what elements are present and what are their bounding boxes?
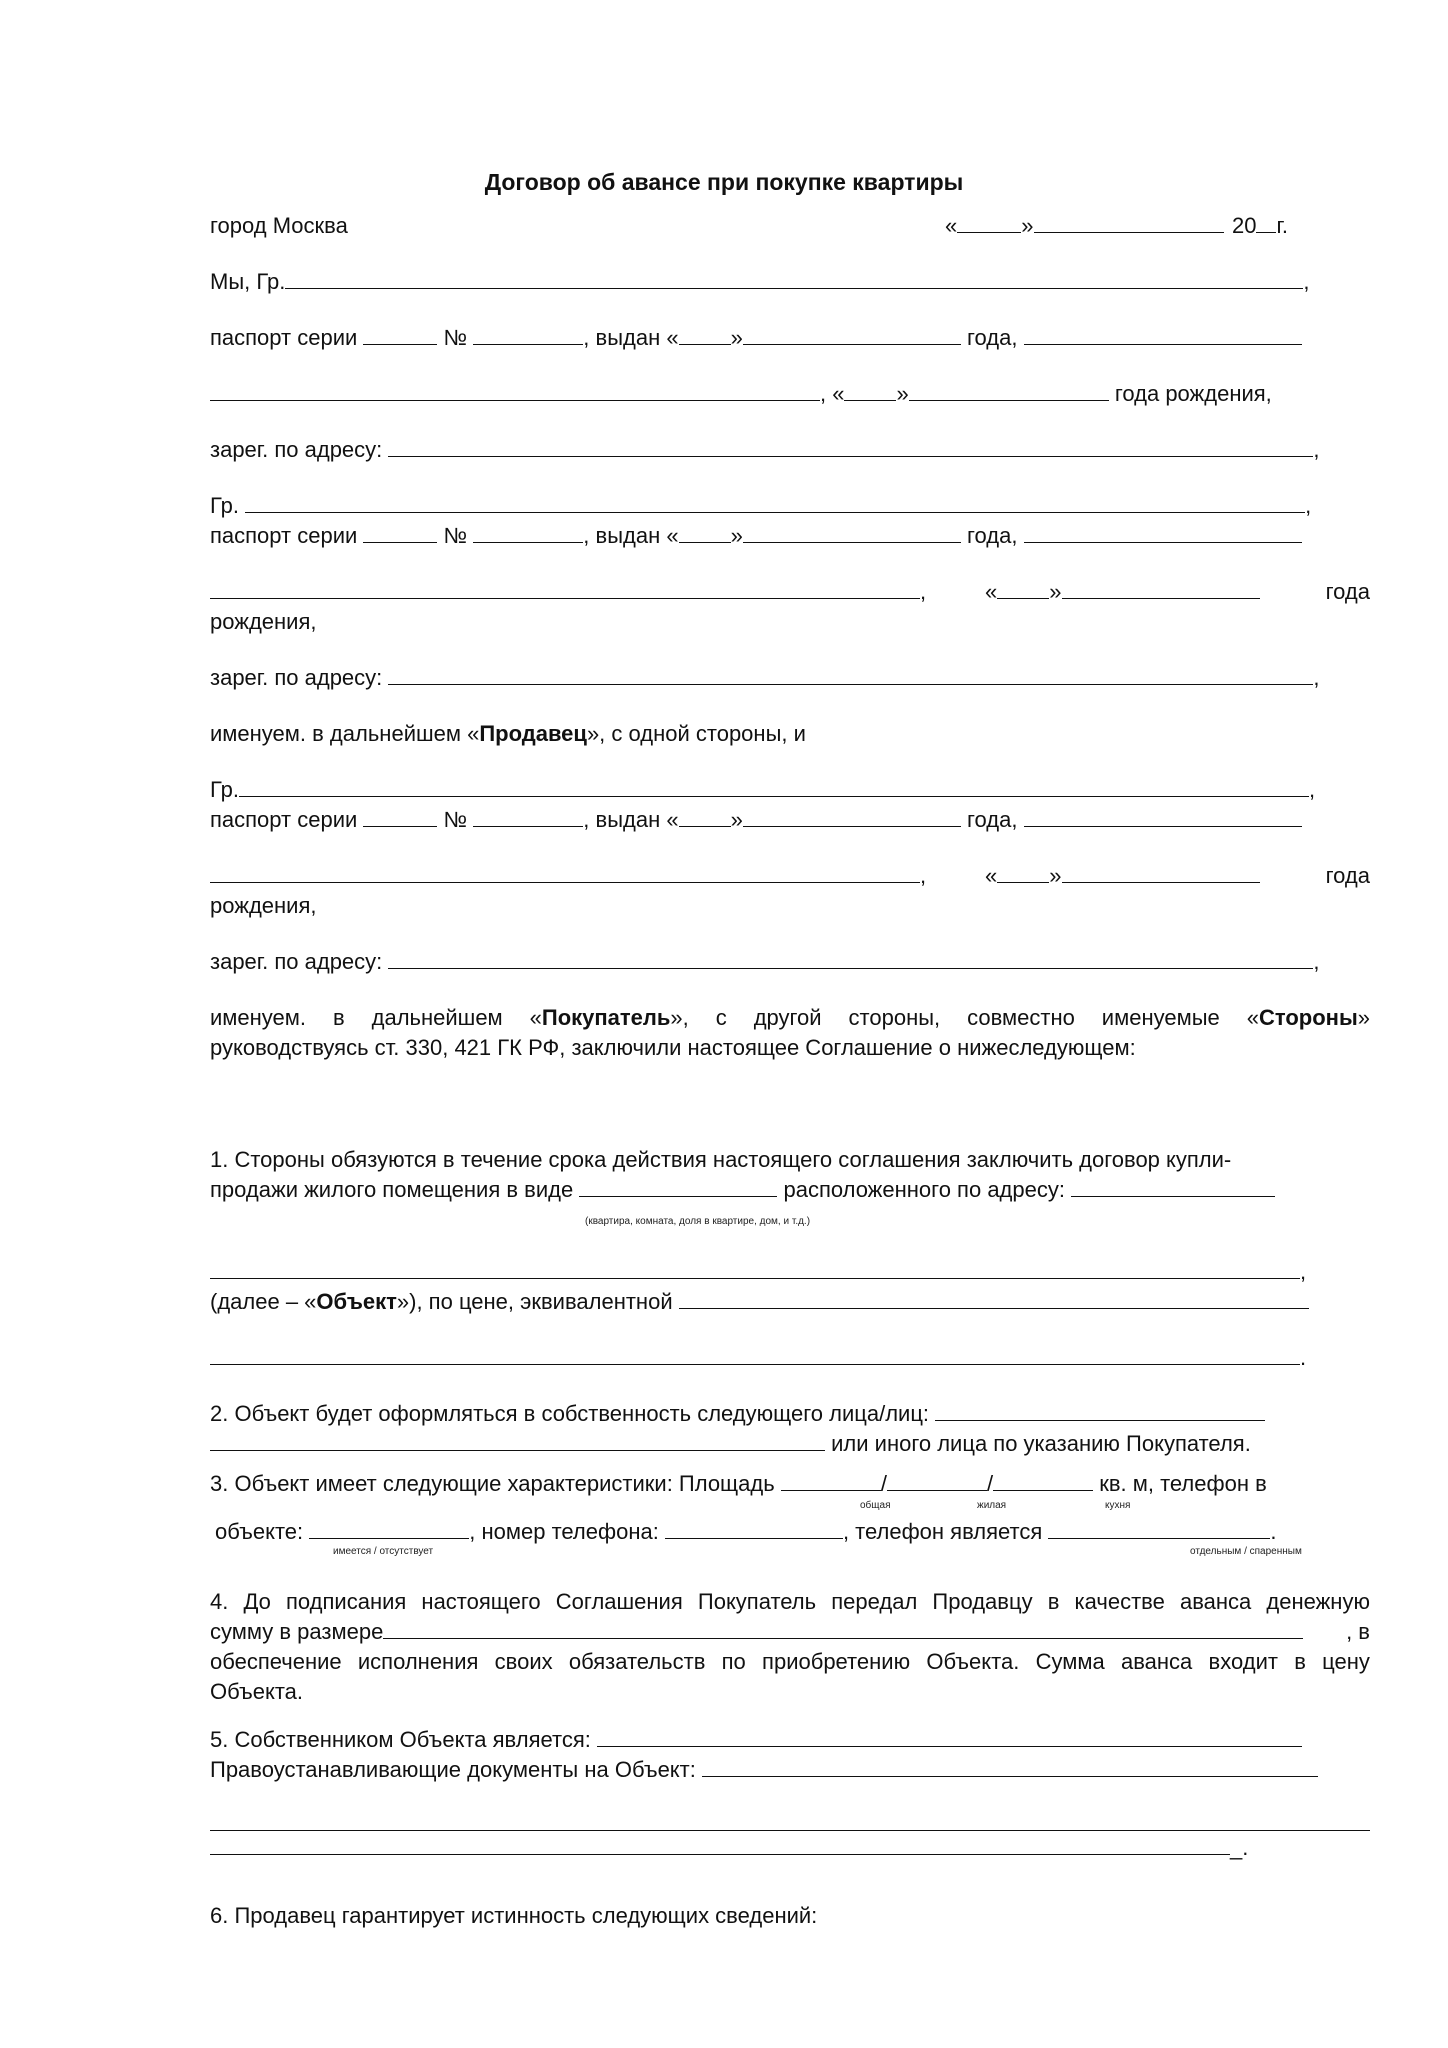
- word: совместно: [967, 1005, 1075, 1030]
- clause1-line2: [210, 1176, 1275, 1204]
- birth-year-word: года: [1325, 579, 1370, 604]
- seller1-name-field[interactable]: [285, 268, 1303, 289]
- clause1-address-line: [210, 1258, 1306, 1286]
- seller1-intro: Мы, Гр.: [210, 269, 286, 294]
- birth-label: года рождения,: [1114, 381, 1272, 406]
- quote-close: »: [730, 325, 743, 350]
- hint-kitchen: [1105, 1500, 1130, 1512]
- address-label: зарег. по адресу:: [210, 437, 383, 462]
- clause3-text: 3. Объект имеет следующие характеристики: Площадь: [210, 1471, 775, 1496]
- seller2-address-line: [210, 664, 1320, 692]
- word: в: [332, 1005, 345, 1030]
- comma: ,: [920, 863, 927, 888]
- area-kitchen-field[interactable]: [993, 1470, 1093, 1491]
- word: передал: [831, 1589, 918, 1614]
- word: Соглашения: [555, 1589, 683, 1614]
- clause5-text: 5. Собственником Объекта является:: [210, 1727, 591, 1752]
- issued-label: , выдан «: [583, 523, 679, 548]
- seller2-intro: Гр.: [210, 493, 240, 518]
- clause5-text: Правоустанавливающие документы на Объект:: [210, 1757, 696, 1782]
- buyer-role-line-2: [210, 1034, 1136, 1062]
- clause2-line1: [210, 1400, 1265, 1428]
- buyer-name-line: [210, 776, 1315, 804]
- seller1-address-field[interactable]: [388, 436, 1313, 457]
- clause4-line3: [210, 1648, 1370, 1676]
- clause2-text: 2. Объект будет оформляться в собственность следующего лица/лиц:: [210, 1401, 930, 1426]
- clause6-line1: [210, 1902, 817, 1930]
- buyer-birth-day-field[interactable]: [997, 862, 1049, 883]
- seller2-issuer-field[interactable]: [1024, 522, 1302, 543]
- advance-amount-field[interactable]: [383, 1618, 1303, 1639]
- clause1-price-field[interactable]: [679, 1288, 1309, 1309]
- clause1-type-field[interactable]: [579, 1176, 777, 1197]
- buyer-birth-line: [210, 862, 1370, 890]
- number-sign: №: [443, 807, 468, 832]
- number-sign: №: [443, 523, 468, 548]
- clause4-line4: [210, 1678, 303, 1706]
- quote-close: »: [1049, 863, 1062, 888]
- word: с: [715, 1005, 727, 1030]
- clause1-type-hint: [585, 1216, 810, 1228]
- seller2-issue-day-field[interactable]: [679, 522, 731, 543]
- clause4-text: , в: [1346, 1619, 1370, 1644]
- seller-role-term: Продавец: [479, 721, 587, 746]
- clause4-text: сумму в размере: [210, 1619, 384, 1644]
- seller2-name-line: [210, 492, 1311, 520]
- word: качестве: [1074, 1589, 1165, 1614]
- buyer-role-line: [210, 1004, 1370, 1032]
- seller-role-line: [210, 720, 806, 748]
- seller2-passport-line: [210, 522, 1302, 550]
- clause1-text: расположенного по адресу:: [783, 1177, 1065, 1202]
- period: .: [1300, 1345, 1307, 1370]
- seller2-issue-month-field[interactable]: [743, 522, 961, 543]
- issued-label: , выдан «: [583, 807, 679, 832]
- comma: ,: [1303, 269, 1310, 294]
- buyer-passport-line: [210, 806, 1302, 834]
- clause2-line2: [210, 1430, 1251, 1458]
- word: денежную: [1266, 1589, 1370, 1614]
- hint-phone-type: [1190, 1546, 1302, 1558]
- seller2-series-field[interactable]: [363, 522, 437, 543]
- word: обязательств: [568, 1649, 706, 1674]
- issued-label: , выдан «: [583, 325, 679, 350]
- seller2-birth-label-line: [210, 608, 316, 636]
- clause4-line1: [210, 1588, 1370, 1616]
- quote-open: «: [1246, 1005, 1259, 1030]
- birth-label: рождения,: [210, 609, 317, 634]
- date-quote-close: »: [1021, 213, 1034, 238]
- word: в: [1047, 1589, 1060, 1614]
- date-line: [945, 212, 1224, 240]
- word: Покупатель: [697, 1589, 817, 1614]
- address-label: зарег. по адресу:: [210, 949, 383, 974]
- word: исполнения: [357, 1649, 479, 1674]
- seller2-birth-line: [210, 578, 1370, 606]
- object-term: Объект: [316, 1289, 397, 1314]
- seller1-issuer-field-2[interactable]: [210, 380, 820, 401]
- seller-role-prefix: именуем. в дальнейшем «: [210, 721, 480, 746]
- period: .: [1270, 1519, 1277, 1544]
- quote-close: »,: [670, 1005, 689, 1030]
- seller2-birth-day-field[interactable]: [997, 578, 1049, 599]
- seller1-birth-day-field[interactable]: [844, 380, 896, 401]
- birth-label: рождения,: [210, 893, 317, 918]
- title-docs-field-2[interactable]: [210, 1810, 1370, 1831]
- word: приобретению: [762, 1649, 911, 1674]
- date-day-field[interactable]: [957, 212, 1021, 233]
- phone-presence-field[interactable]: [309, 1518, 469, 1539]
- title-docs-field-3[interactable]: [210, 1834, 1230, 1855]
- word: До: [243, 1589, 271, 1614]
- buyer-birth-label-line: [210, 892, 316, 920]
- year-field[interactable]: [1256, 212, 1276, 233]
- comma: ,: [1309, 777, 1316, 802]
- area-total-field[interactable]: [781, 1470, 881, 1491]
- clause6-text: 6. Продавец гарантирует истинность следующих сведений:: [210, 1903, 818, 1928]
- quote-close: »: [1049, 579, 1062, 604]
- seller2-birth-month-field[interactable]: [1062, 578, 1260, 599]
- word: 4.: [210, 1589, 229, 1614]
- quote-close: »: [730, 523, 743, 548]
- seller1-issue-day-field[interactable]: [679, 324, 731, 345]
- hint-text: (квартира, комната, доля в квартире, дом, и т.д.): [585, 1216, 811, 1227]
- word: дальнейшем: [371, 1005, 503, 1030]
- quote-open: «: [529, 1005, 542, 1030]
- buyer-issuer-field[interactable]: [1024, 806, 1302, 827]
- comma: ,: [1300, 1259, 1307, 1284]
- buyer-role-term-group: [530, 1004, 689, 1032]
- period: _.: [1230, 1835, 1249, 1860]
- seller1-issue-month-field[interactable]: [743, 324, 961, 345]
- seller-role-suffix: », с одной стороны, и: [586, 721, 806, 746]
- passport-series-label: паспорт серии: [210, 523, 358, 548]
- clause1-text: (далее – «: [210, 1289, 317, 1314]
- clause1-line1: [210, 1146, 1231, 1174]
- seller2-address-field[interactable]: [388, 664, 1313, 685]
- buyer-issue-day-field[interactable]: [679, 806, 731, 827]
- word: входит: [1208, 1649, 1278, 1674]
- city-text: город Москва: [210, 213, 348, 238]
- hint-living: [977, 1500, 1006, 1512]
- preamble-text: руководствуясь ст. 330, 421 ГК РФ, заключили настоящее Соглашение о нижеследующем:: [210, 1035, 1136, 1060]
- phone-number-field[interactable]: [665, 1518, 843, 1539]
- clause2-owner-field[interactable]: [935, 1400, 1265, 1421]
- year-line: [1232, 212, 1288, 240]
- buyer-issuer-field-2[interactable]: [210, 862, 920, 883]
- quote-close: »: [1357, 1005, 1370, 1030]
- city-line: [210, 212, 348, 240]
- comma: ,: [1313, 665, 1320, 690]
- clause2-text: или иного лица по указанию Покупателя.: [831, 1431, 1251, 1456]
- clause3-text: , телефон является: [842, 1519, 1043, 1544]
- clause1-price-field-2[interactable]: [210, 1344, 1300, 1365]
- hint-total: [860, 1500, 891, 1512]
- buyer-role-term: Покупатель: [541, 1005, 671, 1030]
- buyer-number-field[interactable]: [473, 806, 583, 827]
- clause3-text: объекте:: [215, 1519, 304, 1544]
- clause4-line2: [210, 1618, 1370, 1646]
- word: именуем.: [210, 1005, 307, 1030]
- owner-name-field[interactable]: [597, 1726, 1302, 1747]
- word: настоящего: [421, 1589, 541, 1614]
- seller2-issuer-field-2[interactable]: [210, 578, 920, 599]
- clause2-owner-field-2[interactable]: [210, 1430, 825, 1451]
- buyer-birth-month-field[interactable]: [1062, 862, 1260, 883]
- parties-term: Стороны: [1258, 1005, 1358, 1030]
- quote-open: «: [985, 579, 998, 604]
- clause3-text: кв. м, телефон в: [1099, 1471, 1267, 1496]
- seller1-address-line: [210, 436, 1320, 464]
- comma: ,: [1313, 949, 1320, 974]
- buyer-intro: Гр.: [210, 777, 240, 802]
- word: другой: [753, 1005, 822, 1030]
- quote-open: «: [985, 863, 998, 888]
- clause1-text: продажи жилого помещения в виде: [210, 1177, 574, 1202]
- hint-text: общая: [860, 1500, 891, 1511]
- clause1-address-field-2[interactable]: [210, 1258, 1300, 1279]
- word: по: [721, 1649, 746, 1674]
- buyer-series-field[interactable]: [363, 806, 437, 827]
- hint-text: отдельным / спаренным: [1190, 1546, 1302, 1557]
- buyer-address-field[interactable]: [388, 948, 1313, 969]
- hint-text: жилая: [977, 1500, 1007, 1511]
- word: обеспечение: [210, 1649, 342, 1674]
- seller1-issuer-field[interactable]: [1024, 324, 1302, 345]
- parties-term-group: [1247, 1004, 1370, 1032]
- quote-close: »: [730, 807, 743, 832]
- seller1-birth-month-field[interactable]: [909, 380, 1109, 401]
- year-prefix: 20: [1232, 213, 1257, 238]
- comma: ,: [920, 579, 927, 604]
- clause5-line4: [210, 1834, 1248, 1862]
- seller2-name-field[interactable]: [245, 492, 1305, 513]
- word: Сумма: [1035, 1649, 1105, 1674]
- comma: ,: [1313, 437, 1320, 462]
- birth-sep: , «: [820, 381, 845, 406]
- title-docs-field[interactable]: [702, 1756, 1318, 1777]
- seller1-passport-line: [210, 324, 1302, 352]
- seller1-series-field[interactable]: [363, 324, 437, 345]
- passport-series-label: паспорт серии: [210, 325, 358, 350]
- seller2-number-field[interactable]: [473, 522, 583, 543]
- word: в: [1294, 1649, 1306, 1674]
- buyer-address-line: [210, 948, 1320, 976]
- year-word: года,: [966, 523, 1018, 548]
- clause1-price-line: [210, 1288, 1309, 1316]
- clause4-text: Объекта.: [210, 1679, 304, 1704]
- clause5-line2: [210, 1756, 1318, 1784]
- date-quote-open: «: [945, 213, 958, 238]
- date-month-field[interactable]: [1034, 212, 1224, 233]
- year-word: года,: [966, 325, 1018, 350]
- word: цену: [1322, 1649, 1370, 1674]
- word: Продавцу: [932, 1589, 1033, 1614]
- slash: /: [986, 1471, 994, 1496]
- clause3-text: , номер телефона:: [469, 1519, 659, 1544]
- clause1-address-field[interactable]: [1071, 1176, 1275, 1197]
- word: аванса: [1179, 1589, 1252, 1614]
- word: своих: [494, 1649, 553, 1674]
- word: подписания: [286, 1589, 407, 1614]
- comma: ,: [1305, 493, 1312, 518]
- seller1-birth-line: [210, 380, 1272, 408]
- area-living-field[interactable]: [887, 1470, 987, 1491]
- clause5-line1: [210, 1726, 1302, 1754]
- clause1-text: »), по цене, эквивалентной: [396, 1289, 673, 1314]
- word: именуемые: [1101, 1005, 1220, 1030]
- clause1-text: 1. Стороны обязуются в течение срока действия настоящего соглашения заключить договор купли-: [210, 1147, 1232, 1172]
- phone-type-field[interactable]: [1048, 1518, 1270, 1539]
- number-sign: №: [443, 325, 468, 350]
- clause3-line1: [210, 1470, 1267, 1498]
- quote-close: »: [896, 381, 909, 406]
- clause3-line2: [215, 1518, 1277, 1546]
- seller1-name-line: [210, 268, 1310, 296]
- word: аванса: [1121, 1649, 1193, 1674]
- hint-phone: [333, 1546, 433, 1558]
- address-label: зарег. по адресу:: [210, 665, 383, 690]
- word: стороны,: [848, 1005, 941, 1030]
- passport-series-label: паспорт серии: [210, 807, 358, 832]
- year-suffix: г.: [1276, 213, 1288, 238]
- year-word: года,: [966, 807, 1018, 832]
- clause1-price-line-2: [210, 1344, 1306, 1372]
- document-title: Договор об авансе при покупке квартиры: [484, 169, 964, 195]
- hint-text: кухня: [1105, 1500, 1131, 1511]
- birth-year-word: года: [1325, 863, 1370, 888]
- seller1-number-field[interactable]: [473, 324, 583, 345]
- hint-text: имеется / отсутствует: [333, 1546, 434, 1557]
- word: Объекта.: [926, 1649, 1020, 1674]
- buyer-name-field[interactable]: [239, 776, 1309, 797]
- slash: /: [880, 1471, 887, 1496]
- buyer-issue-month-field[interactable]: [743, 806, 961, 827]
